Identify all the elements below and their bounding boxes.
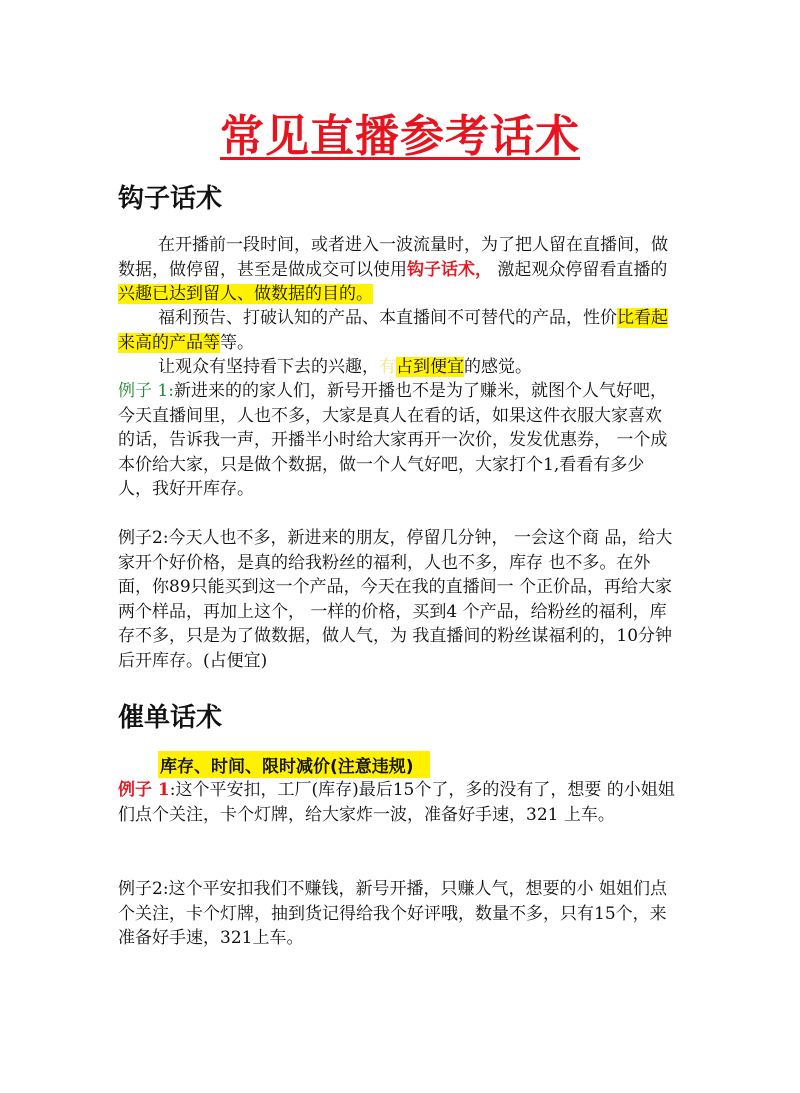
example-text: 新进来的的家人们，新号开播也不是为了赚米，就图个人气好吧，今天直播间里，人也不多，大家是真人在看的话，如果这件衣服大家喜欢的话，告诉我一声，开播半小时给大家再开一次价，发发优惠券， 一个成本价给大家，只是做个数据，做一个人气好吧，大家打个1,看看有多少人，我好开库存。: [118, 381, 668, 499]
emphasis-red: 钩子话术，: [407, 259, 492, 280]
example-text: :这个平安扣我们不赚钱，新号开播，只赚人气，想要的小 姐姐们点个关注，卡个灯牌，抽到货记得给我个好评哦，数量不多，只有15个，来准备好手速，321上车。: [118, 879, 667, 948]
text-run: 等。: [220, 332, 254, 353]
text-run: 的感觉。: [464, 357, 532, 377]
hook-paragraph-3: [118, 355, 678, 380]
example-text: 今天人也不多，新进来的朋友，停留几分钟， 一会这个商 品，给大家开个好价格，是真的给我粉丝的福利，人也不多，库存 也不多。在外面，你89只能买到这一个产品，今天在我的直播间一 个正价品，再给大家两个样品，再加上这个， 一样的价格，买到4 个产品，给粉丝的福利，库存不多，只是为了做数据，做人气，为 我直播间的粉丝谋福利的，10分钟后开库存。(占便宜): [118, 528, 673, 671]
urge-example-1: [118, 778, 678, 827]
example-label: 例子2: [118, 879, 163, 899]
text-run: 让观众有坚持看下去的兴趣，: [158, 357, 379, 377]
example-label: 例子2:: [118, 528, 169, 548]
hook-paragraph-2: [118, 306, 678, 355]
highlight-text: 兴趣已达到留人、做数据的目的。: [118, 284, 373, 304]
example-label: 例子 1: [118, 780, 170, 800]
page-title: 常见直播参考话术: [220, 111, 580, 162]
example-text: :这个平安扣，工厂(库存)最后15个了，多的没有了，想要 的小姐姐们点个关注，卡个灯牌，给大家炸一波，准备好手速，321 上车。: [118, 780, 675, 825]
text-run: 在开播前一段时间，或者进入一波流量时，为了把人留在直播间，做数据，做停留，甚至是做成交可以使用: [118, 235, 668, 280]
faint-text: 有: [379, 357, 396, 377]
text-run: 福利预告、打破认知的产品、本直播间不可替代的产品，性价: [158, 308, 617, 328]
urge-example-2: [118, 877, 678, 951]
hook-intro-paragraph: [118, 233, 678, 307]
hook-example-1: [118, 379, 678, 502]
highlight-text: 占到便宜: [396, 357, 464, 377]
highlight-text: 比看起来高的产品等: [118, 308, 668, 353]
section-heading-hook: 钩子话术: [118, 184, 223, 214]
example-label: 例子 1:: [118, 381, 174, 401]
section-heading-urge: 催单话术: [118, 703, 223, 733]
text-run: 激起观众停留看直播的: [492, 259, 668, 280]
highlight-tag: 库存、时间、限时减价(注意违规): [158, 751, 430, 778]
hook-example-2: [118, 526, 678, 673]
